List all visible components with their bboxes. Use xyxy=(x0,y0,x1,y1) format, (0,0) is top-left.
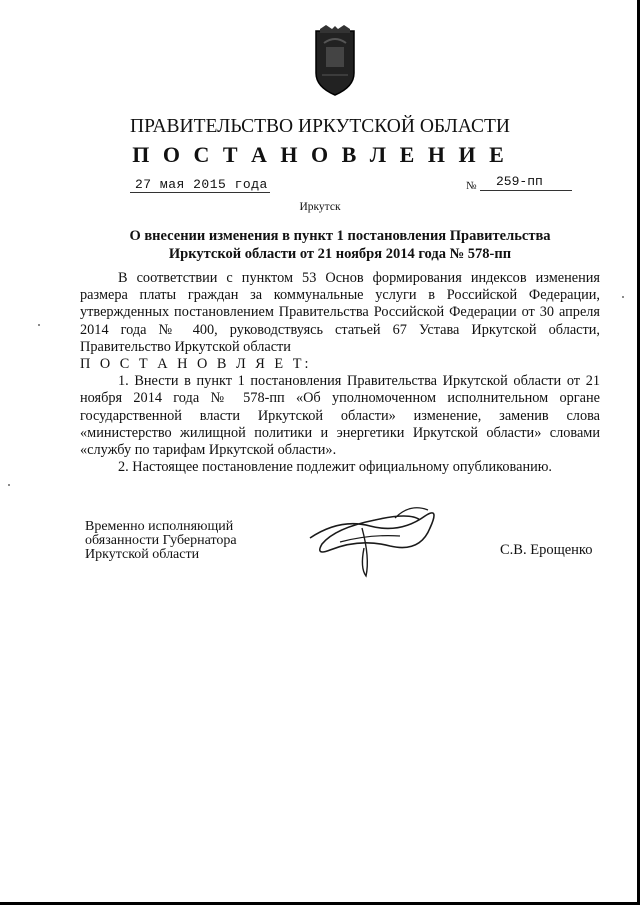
scan-speck xyxy=(38,324,40,326)
document-number: 259-пп xyxy=(496,174,543,189)
number-underline xyxy=(480,190,572,191)
government-name: ПРАВИТЕЛЬСТВО ИРКУТСКОЙ ОБЛАСТИ xyxy=(130,116,510,137)
signer-position xyxy=(85,520,237,562)
title-line-1: О внесении изменения в пункт 1 постановления Правительства xyxy=(129,228,551,244)
document-date: 27 мая 2015 года xyxy=(135,177,268,192)
preamble-paragraph: В соответствии с пунктом 53 Основ формирования индексов изменения размера платы граждан за коммунальные услуги в Российской Федерации, утвержденных постановлением Правительства Российской Федерации от 30 апреля 2014 года № 400, руководствуясь статьей 67 Устава Иркутской области, Правительство Иркутской области xyxy=(80,270,600,355)
date-underline xyxy=(130,192,270,193)
position-line-2: обязанности Губернатора xyxy=(85,533,237,548)
coat-of-arms-icon xyxy=(312,25,358,97)
handwritten-signature-icon xyxy=(300,498,450,580)
scan-speck xyxy=(622,296,624,298)
item-1-paragraph: 1. Внести в пункт 1 постановления Правительства Иркутской области от 21 ноября 2014 года № 578-пп «Об уполномоченном исполнительном органе государственной власти Иркутской области» изменение, заменив слова «министерство жилищной политики и энергетики Иркутской области» словами «службу по тарифам Иркутской области». xyxy=(80,373,600,459)
scan-speck xyxy=(8,484,10,486)
document-title xyxy=(90,227,590,263)
item-2-paragraph: 2. Настоящее постановление подлежит официальному опубликованию. xyxy=(118,459,553,476)
position-line-1: Временно исполняющий xyxy=(85,519,234,534)
document-body xyxy=(80,270,600,476)
number-sign: № xyxy=(466,180,477,192)
document-type: П О С Т А Н О В Л Е Н И Е xyxy=(132,142,508,167)
document-city: Иркутск xyxy=(299,201,341,213)
signer-name: С.В. Ерощенко xyxy=(500,542,593,558)
title-line-2: Иркутской области от 21 ноября 2014 года № 578-пп xyxy=(168,246,512,262)
decree-heading: П О С Т А Н О В Л Я Е Т: xyxy=(80,356,312,373)
position-line-3: Иркутской области xyxy=(85,547,200,562)
